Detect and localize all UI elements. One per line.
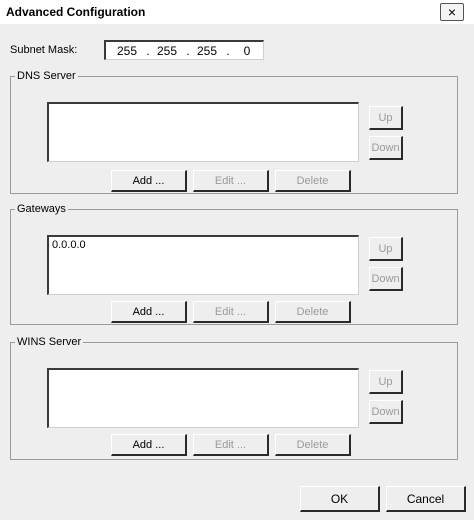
window-title: Advanced Configuration: [6, 5, 146, 19]
wins-up-button[interactable]: Up: [369, 370, 403, 394]
wins-server-legend: WINS Server: [17, 336, 82, 348]
dns-server-list[interactable]: [47, 102, 359, 162]
wins-add-button[interactable]: Add ...: [111, 434, 187, 456]
gateways-down-button[interactable]: Down: [369, 267, 403, 291]
dns-delete-button[interactable]: Delete: [275, 170, 351, 192]
dns-server-group: [10, 70, 458, 194]
gateways-edit-button[interactable]: Edit ...: [193, 301, 269, 323]
subnet-octet-3[interactable]: 255: [196, 44, 218, 58]
subnet-dot-3: .: [226, 44, 230, 58]
wins-edit-button[interactable]: Edit ...: [193, 434, 269, 456]
wins-server-group: [10, 336, 458, 460]
gateways-add-button[interactable]: Add ...: [111, 301, 187, 323]
gateways-list[interactable]: [47, 235, 359, 295]
wins-down-button[interactable]: Down: [369, 400, 403, 424]
list-item[interactable]: 0.0.0.0: [52, 239, 86, 251]
subnet-octet-4[interactable]: 0: [243, 44, 251, 58]
title-bar: [0, 0, 474, 24]
subnet-dot-1: .: [146, 44, 150, 58]
subnet-octet-1[interactable]: 255: [116, 44, 138, 58]
dns-up-button[interactable]: Up: [369, 106, 403, 130]
close-icon: ×: [447, 4, 457, 20]
subnet-mask-label: Subnet Mask:: [10, 44, 78, 56]
gateways-delete-button[interactable]: Delete: [275, 301, 351, 323]
subnet-mask-input[interactable]: [104, 40, 264, 60]
wins-delete-button[interactable]: Delete: [275, 434, 351, 456]
subnet-octet-2[interactable]: 255: [156, 44, 178, 58]
close-button[interactable]: [440, 3, 464, 21]
subnet-dot-2: .: [186, 44, 190, 58]
dns-server-legend: DNS Server: [17, 70, 76, 82]
wins-server-list[interactable]: [47, 368, 359, 428]
ok-button[interactable]: OK: [300, 486, 380, 512]
gateways-legend: Gateways: [17, 203, 66, 215]
cancel-button[interactable]: Cancel: [386, 486, 466, 512]
dns-edit-button[interactable]: Edit ...: [193, 170, 269, 192]
dns-down-button[interactable]: Down: [369, 136, 403, 160]
dns-add-button[interactable]: Add ...: [111, 170, 187, 192]
gateways-up-button[interactable]: Up: [369, 237, 403, 261]
gateways-group: [10, 203, 458, 325]
